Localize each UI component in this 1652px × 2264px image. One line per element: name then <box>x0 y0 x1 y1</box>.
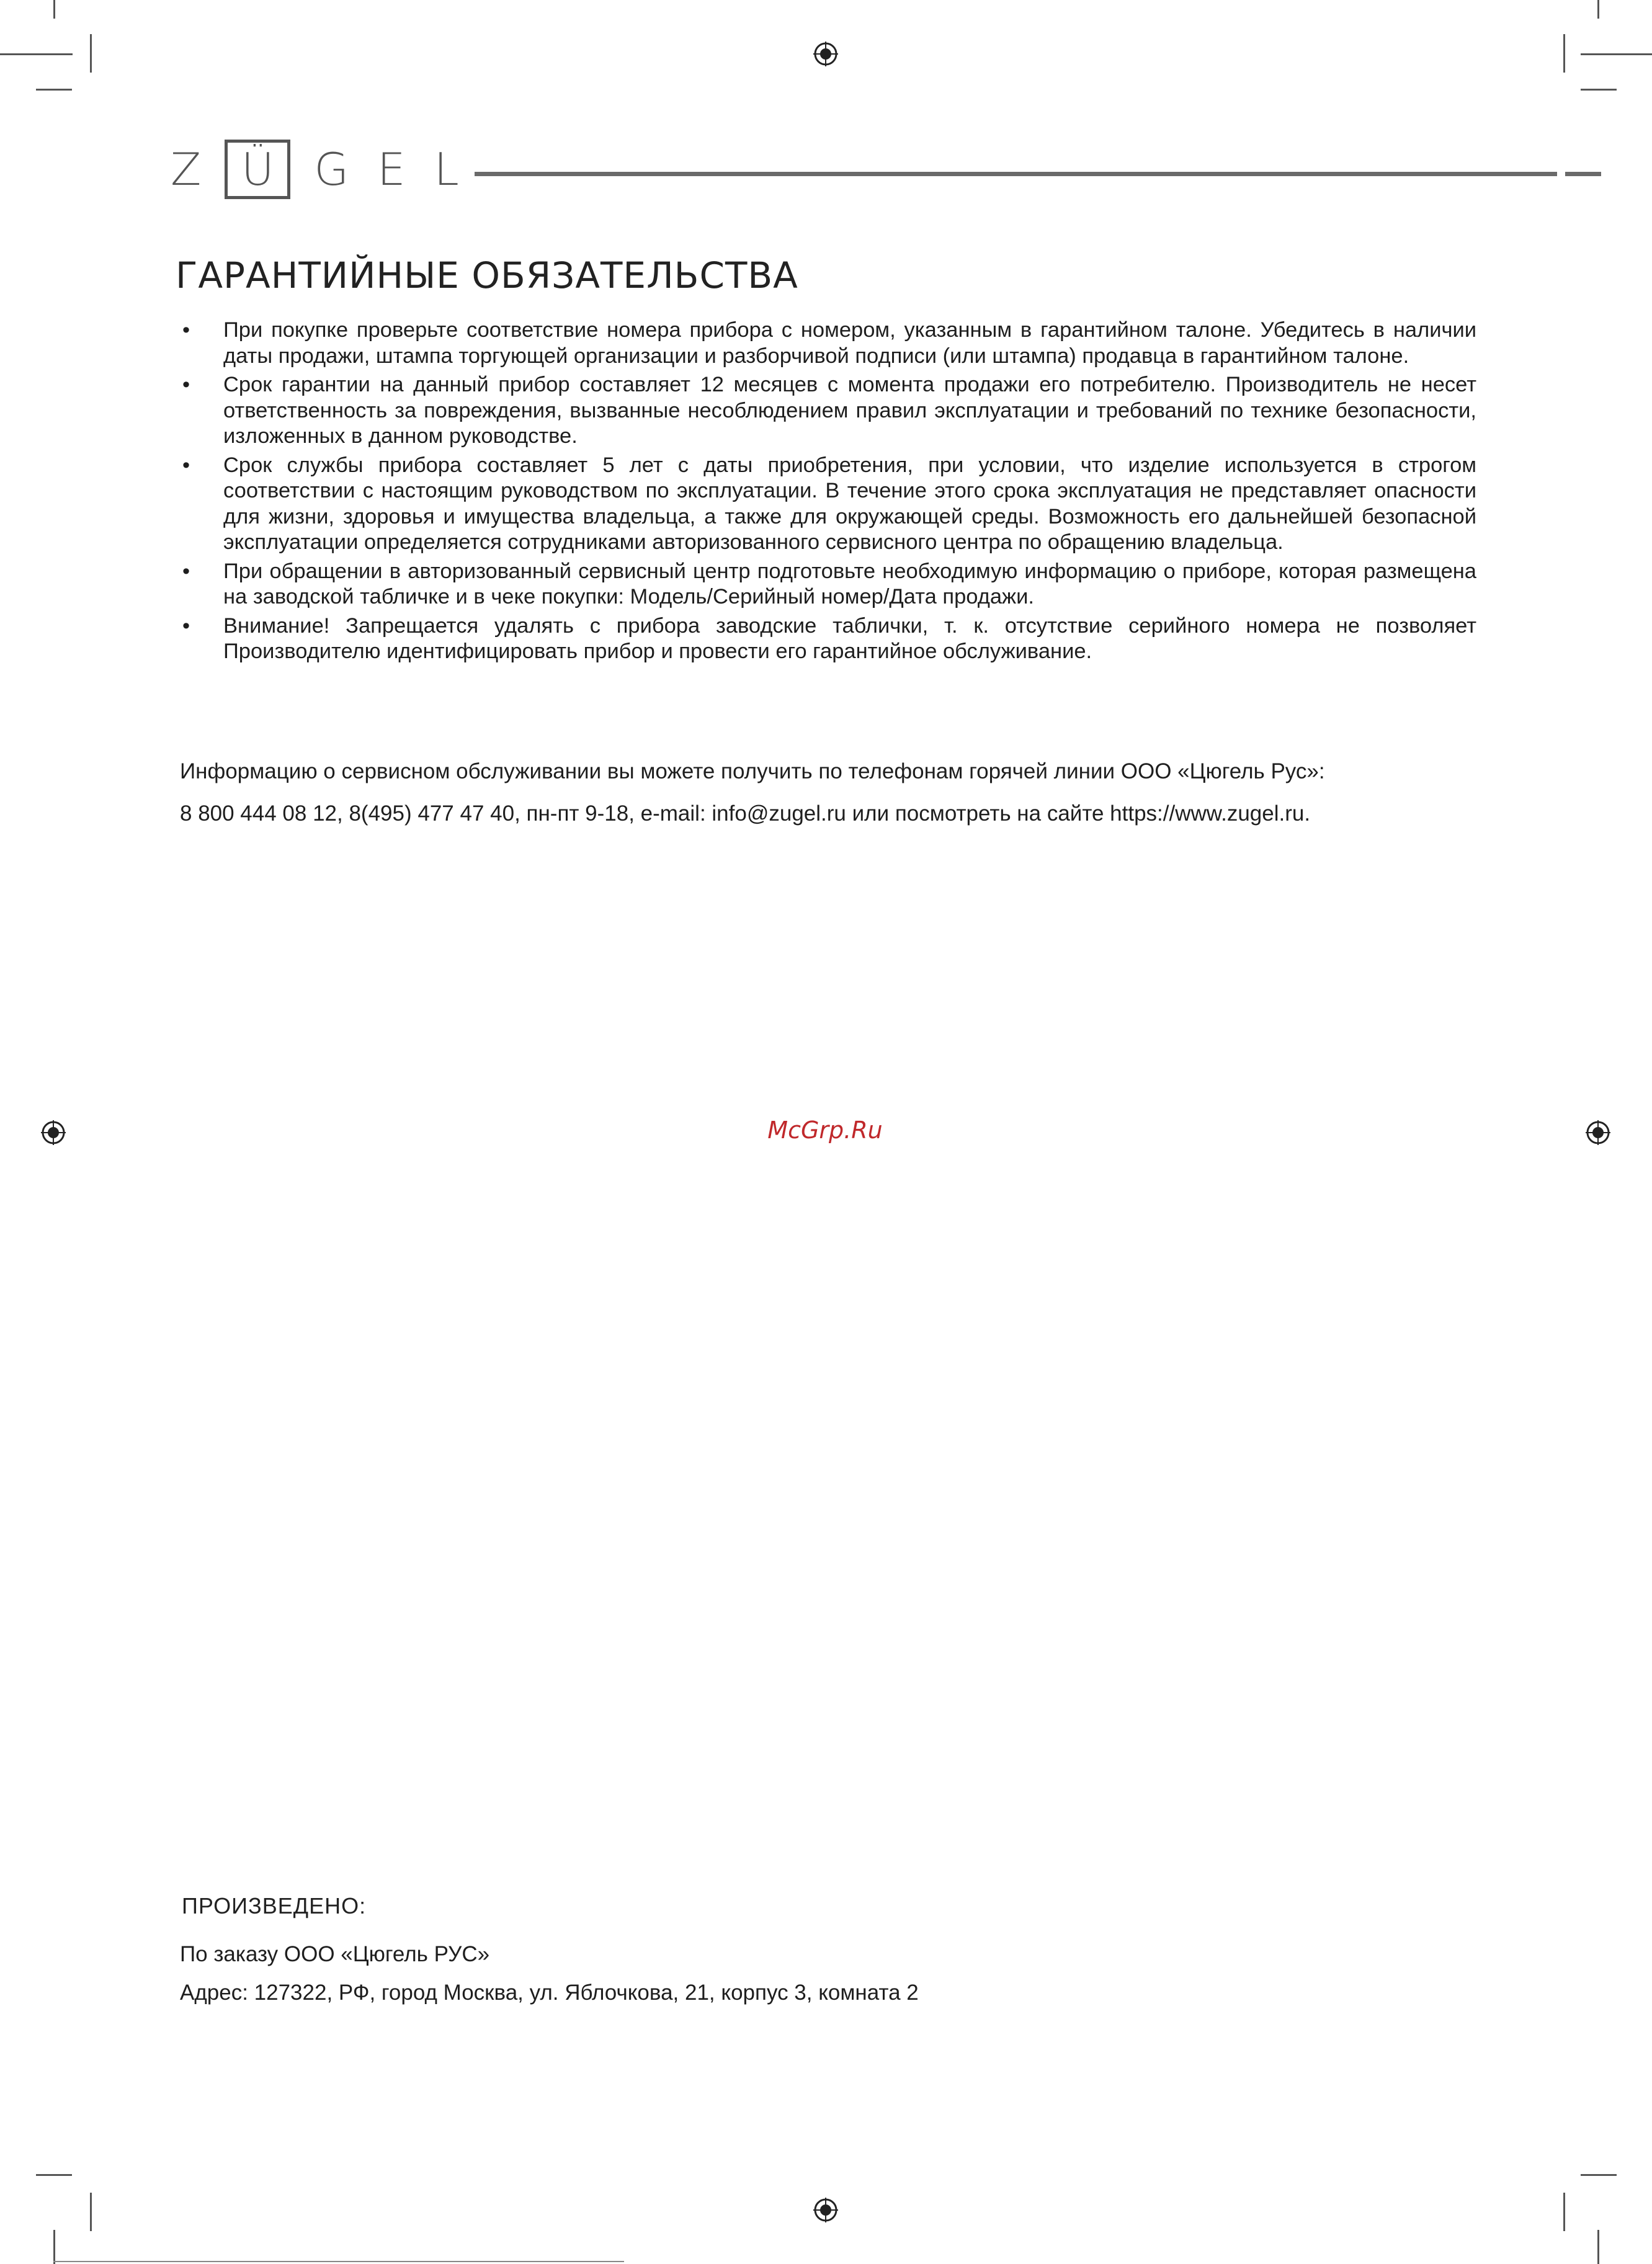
crop-mark <box>90 2193 92 2231</box>
registration-mark-icon <box>1586 1120 1610 1145</box>
bullet: • <box>182 373 190 396</box>
registration-mark-icon <box>813 2198 838 2222</box>
registration-mark-icon <box>41 1120 66 1145</box>
crop-mark <box>53 2261 624 2262</box>
crop-mark <box>90 34 92 73</box>
manufacturer-info <box>180 1935 919 2012</box>
service-contacts: 8 800 444 08 12, 8(495) 477 47 40, пн-пт 9-18, e-mail: info@zugel.ru или посмотреть на сайте https://www.zugel.ru. <box>180 801 1311 826</box>
watermark: McGrp.Ru <box>767 1116 883 1144</box>
manufacturer-address: Адрес: 127322, РФ, город Москва, ул. Яблочкова, 21, корпус 3, комната 2 <box>180 1981 919 2005</box>
logo-letter: E <box>377 143 406 195</box>
list-item-text: Внимание! Запрещается удалять с прибора заводские таблички, т. к. отсутствие серийного номера не позволяет Производителю идентифицировать прибор и провести его гарантийное обслуживание. <box>223 613 1476 663</box>
crop-mark <box>0 53 73 55</box>
list-item <box>180 372 1476 450</box>
list-item-text: При обращении в авторизованный сервисный центр подготовьте необходимую информацию о приборе, которая размещена на заводской табличке и в чеке покупки: Модель/Серийный номер/Дата продажи. <box>223 559 1476 608</box>
list-item-text: При покупке проверьте соответствие номера прибора с номером, указанным в гарантийном талоне. Убедитесь в наличии даты продажи, штампа торгующей организации и разборчивой подписи (или штампа) продавца в гарантийном талоне. <box>223 318 1476 368</box>
list-item <box>180 318 1476 369</box>
bullet: • <box>182 613 190 638</box>
crop-mark <box>53 2230 55 2264</box>
warranty-terms-list <box>180 318 1476 668</box>
logo-letter-box <box>225 140 290 199</box>
crop-mark <box>36 89 72 91</box>
brand-logo <box>171 140 459 199</box>
crop-mark <box>36 2174 72 2176</box>
header-divider <box>475 172 1557 176</box>
bullet: • <box>182 559 190 583</box>
logo-letter: G <box>314 143 349 195</box>
registration-mark-icon <box>813 42 838 66</box>
header-divider-end <box>1565 172 1601 176</box>
crop-mark <box>1581 2174 1617 2176</box>
service-info-line: Информацию о сервисном обслуживании вы можете получить по телефонам горячей линии ООО «Цюгель Рус»: <box>180 759 1325 783</box>
manufacturer-heading: ПРОИЗВЕДЕНО: <box>182 1893 367 1919</box>
logo-letter: L <box>434 143 459 195</box>
crop-mark <box>1563 34 1565 73</box>
crop-mark <box>1597 0 1599 19</box>
logo-letters-rest <box>314 143 458 195</box>
logo-letter: Ü <box>241 143 274 195</box>
crop-mark <box>1581 53 1652 55</box>
bullet: • <box>182 318 190 342</box>
list-item-text: Срок службы прибора составляет 5 лет с даты приобретения, при условии, что изделие используется в строгом соответствии с настоящим руководством по эксплуатации. В течение этого срока эксплуатация не представляет опасности для жизни, здоровья и имущества владельца, а также для окружающей среды. Возможность его дальнейшей безопасной эксплуатации определяется сотрудниками авторизованного сервисного центра по обращению владельца. <box>223 453 1476 554</box>
list-item <box>180 559 1476 610</box>
bullet: • <box>182 453 190 477</box>
list-item <box>180 453 1476 556</box>
crop-mark <box>1581 89 1617 91</box>
list-item <box>180 613 1476 665</box>
list-item-text: Срок гарантии на данный прибор составляет 12 месяцев с момента продажи его потребителю. Производитель не несет ответственность за повреждения, вызванные несоблюдением правил эксплуатации и требований по технике безопасности, изложенных в данном руководстве. <box>223 373 1476 448</box>
page-title: ГАРАНТИЙНЫЕ ОБЯЗАТЕЛЬСТВА <box>176 254 798 296</box>
crop-mark <box>1563 2193 1565 2231</box>
service-info <box>180 751 1545 835</box>
logo-letter: Z <box>171 143 202 195</box>
crop-mark <box>1597 2230 1599 2264</box>
manufacturer-order: По заказу ООО «Цюгель РУС» <box>180 1942 490 1966</box>
crop-mark <box>53 0 55 19</box>
